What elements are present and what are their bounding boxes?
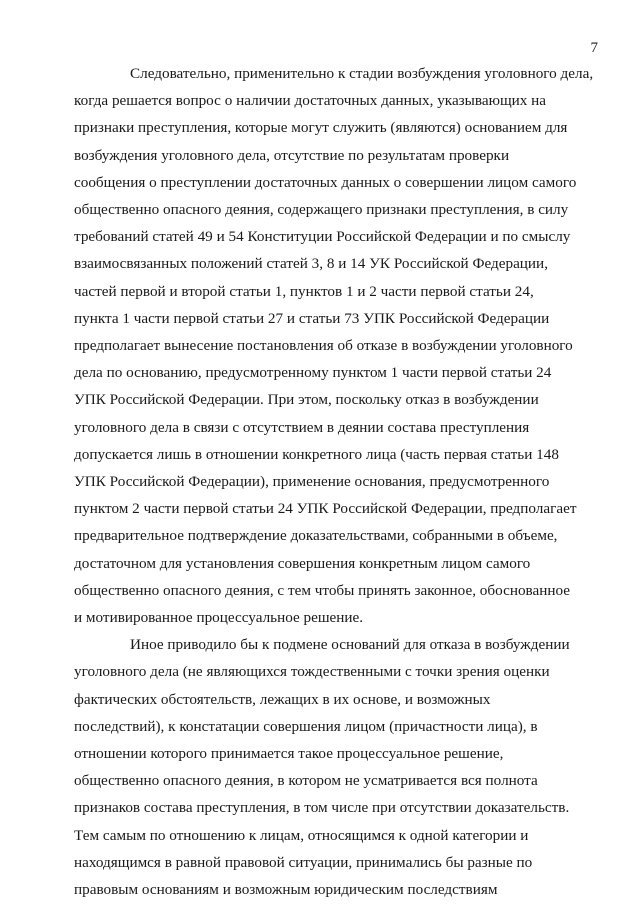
- text-line: фактических обстоятельств, лежащих в их основе, и возможных: [74, 690, 491, 708]
- text-line: сообщения о преступлении достаточных данных о совершении лицом самого: [74, 173, 577, 191]
- text-line: находящимся в равной правовой ситуации, принимались бы разные по: [74, 853, 533, 871]
- text-line: предварительное подтверждение доказательствами, собранными в объеме,: [74, 527, 558, 545]
- text-line: взаимосвязанных положений статей 3, 8 и 14 УК Российской Федерации,: [74, 255, 548, 273]
- text-line: Тем самым по отношению к лицам, относящимся к одной категории и: [74, 826, 529, 844]
- text-line: признаки преступления, которые могут служить (являются) основанием для: [74, 119, 568, 137]
- text-line: последствий), к констатации совершения лицом (причастности лица), в: [74, 717, 538, 735]
- paragraph-1: [74, 60, 596, 631]
- text-line: отношении которого принимается такое процессуальное решение,: [74, 745, 504, 763]
- text-line: уголовного дела (не являющихся тождественными с точки зрения оценки: [74, 663, 550, 681]
- text-line: дела по основанию, предусмотренному пунктом 1 части первой статьи 24: [74, 364, 552, 382]
- text-line: уголовного дела в связи с отсутствием в деянии состава преступления: [74, 418, 530, 436]
- text-line: допускается лишь в отношении конкретного лица (часть первая статьи 148: [74, 445, 559, 463]
- text-line: признаков состава преступления, в том числе при отсутствии доказательств.: [74, 799, 570, 817]
- text-line: частей первой и второй статьи 1, пунктов 1 и 2 части первой статьи 24,: [74, 282, 534, 300]
- text-line: Следовательно, применительно к стадии возбуждения уголовного дела,: [130, 65, 594, 82]
- paragraph-2: [74, 631, 596, 903]
- document-body: [74, 60, 596, 903]
- text-line: когда решается вопрос о наличии достаточных данных, указывающих на: [74, 92, 547, 110]
- text-line: общественно опасного деяния, в котором не усматривается вся полнота: [74, 772, 538, 790]
- text-line: УПК Российской Федерации. При этом, поскольку отказ в возбуждении: [74, 391, 539, 409]
- text-line: возбуждения уголовного дела, отсутствие по результатам проверки: [74, 146, 510, 164]
- text-line: пунктом 2 части первой статьи 24 УПК Российской Федерации, предполагает: [74, 500, 577, 518]
- text-line: требований статей 49 и 54 Конституции Российской Федерации и по смыслу: [74, 228, 571, 246]
- text-line: общественно опасного деяния, содержащего признаки преступления, в силу: [74, 201, 569, 219]
- text-line: пункта 1 части первой статьи 27 и статьи 73 УПК Российской Федерации: [74, 309, 550, 327]
- text-line: правовым основаниям и возможным юридическим последствиям: [74, 881, 498, 899]
- page-number: 7: [590, 40, 598, 56]
- text-line: и мотивированное процессуальное решение.: [74, 609, 364, 627]
- text-line: предполагает вынесение постановления об отказе в возбуждении уголовного: [74, 337, 573, 355]
- text-line: УПК Российской Федерации), применение основания, предусмотренного: [74, 473, 550, 491]
- text-line: общественно опасного деяния, с тем чтобы принять законное, обоснованное: [74, 581, 571, 599]
- text-line: достаточном для установления совершения конкретным лицом самого: [74, 554, 531, 572]
- text-line: Иное приводило бы к подмене оснований для отказа в возбуждении: [130, 636, 570, 654]
